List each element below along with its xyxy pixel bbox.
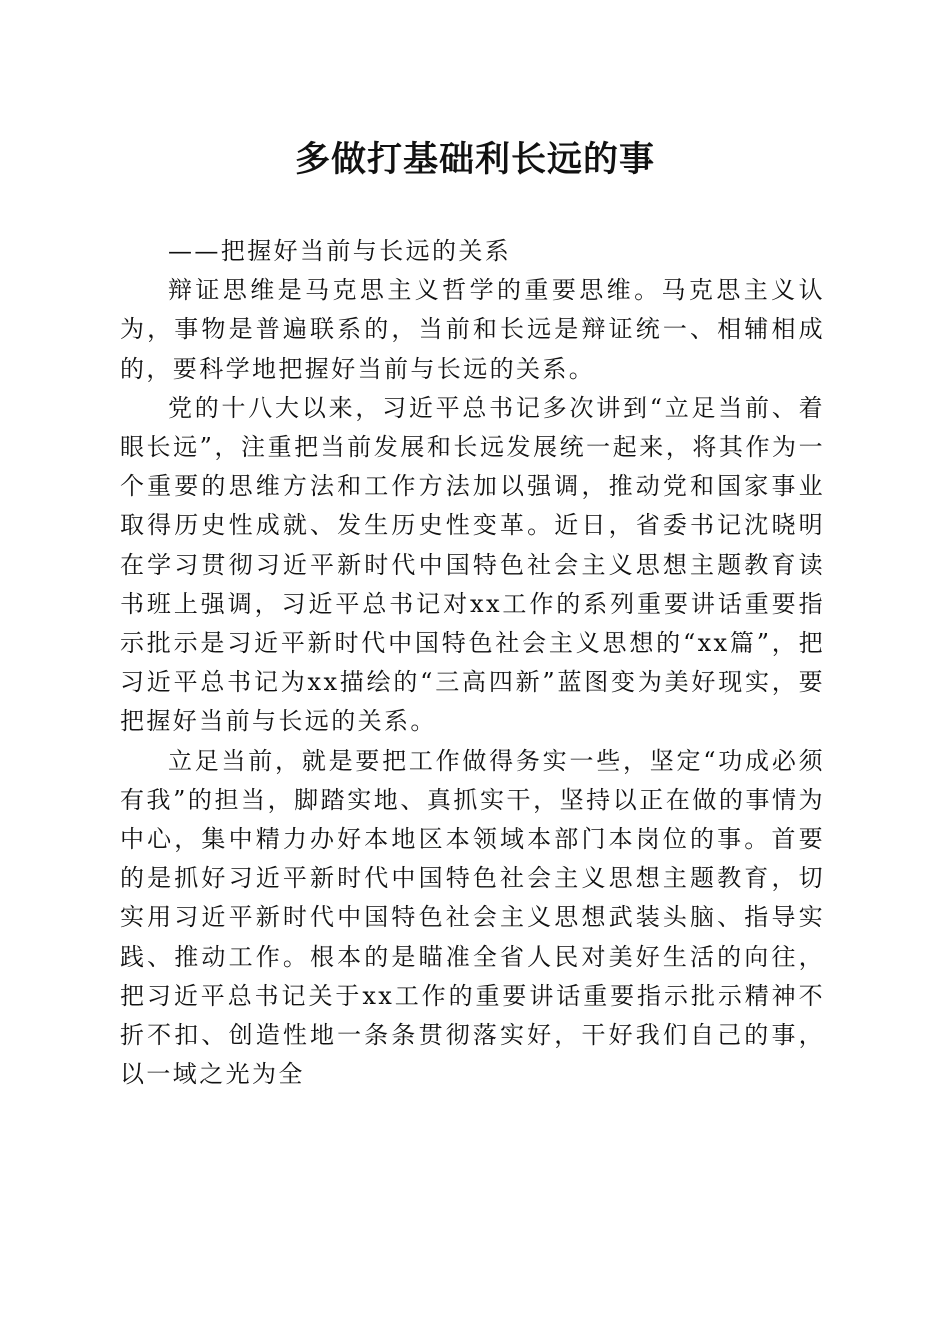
paragraph: 党的十八大以来，习近平总书记多次讲到“立足当前、着眼长远”，注重把当前发展和长远发展统一起来，将其作为一个重要的思维方法和工作方法加以强调，推动党和国家事业取得历史性成就、发生历史性变革。近日，省委书记沈晓明在学习贯彻习近平新时代中国特色社会主义思想主题教育读书班上强调，习近平总书记对xx工作的系列重要讲话重要指示批示是习近平新时代中国特色社会主义思想的“xx篇”，把习近平总书记为xx描绘的“三高四新”蓝图变为美好现实，要把握好当前与长远的关系。 [120, 393, 825, 736]
paragraph: 辩证思维是马克思主义哲学的重要思维。马克思主义认为，事物是普遍联系的，当前和长远是辩证统一、相辅相成的，要科学地把握好当前与长远的关系。 [120, 276, 825, 383]
document-body [120, 232, 825, 1094]
document-title: 多做打基础利长远的事 [294, 139, 655, 180]
paragraph: 立足当前，就是要把工作做得务实一些，坚定“功成必须有我”的担当，脚踏实地、真抓实干，坚持以正在做的事情为中心，集中精力办好本地区本领域本部门本岗位的事。首要的是抓好习近平新时代中国特色社会主义思想主题教育，切实用习近平新时代中国特色社会主义思想武装头脑、指导实践、推动工作。根本的是瞄准全省人民对美好生活的向往，把习近平总书记关于xx工作的重要讲话重要指示批示精神不折不扣、创造性地一条条贯彻落实好，干好我们自己的事，以一域之光为全 [120, 746, 825, 1089]
document-subtitle: ——把握好当前与长远的关系 [168, 237, 512, 265]
